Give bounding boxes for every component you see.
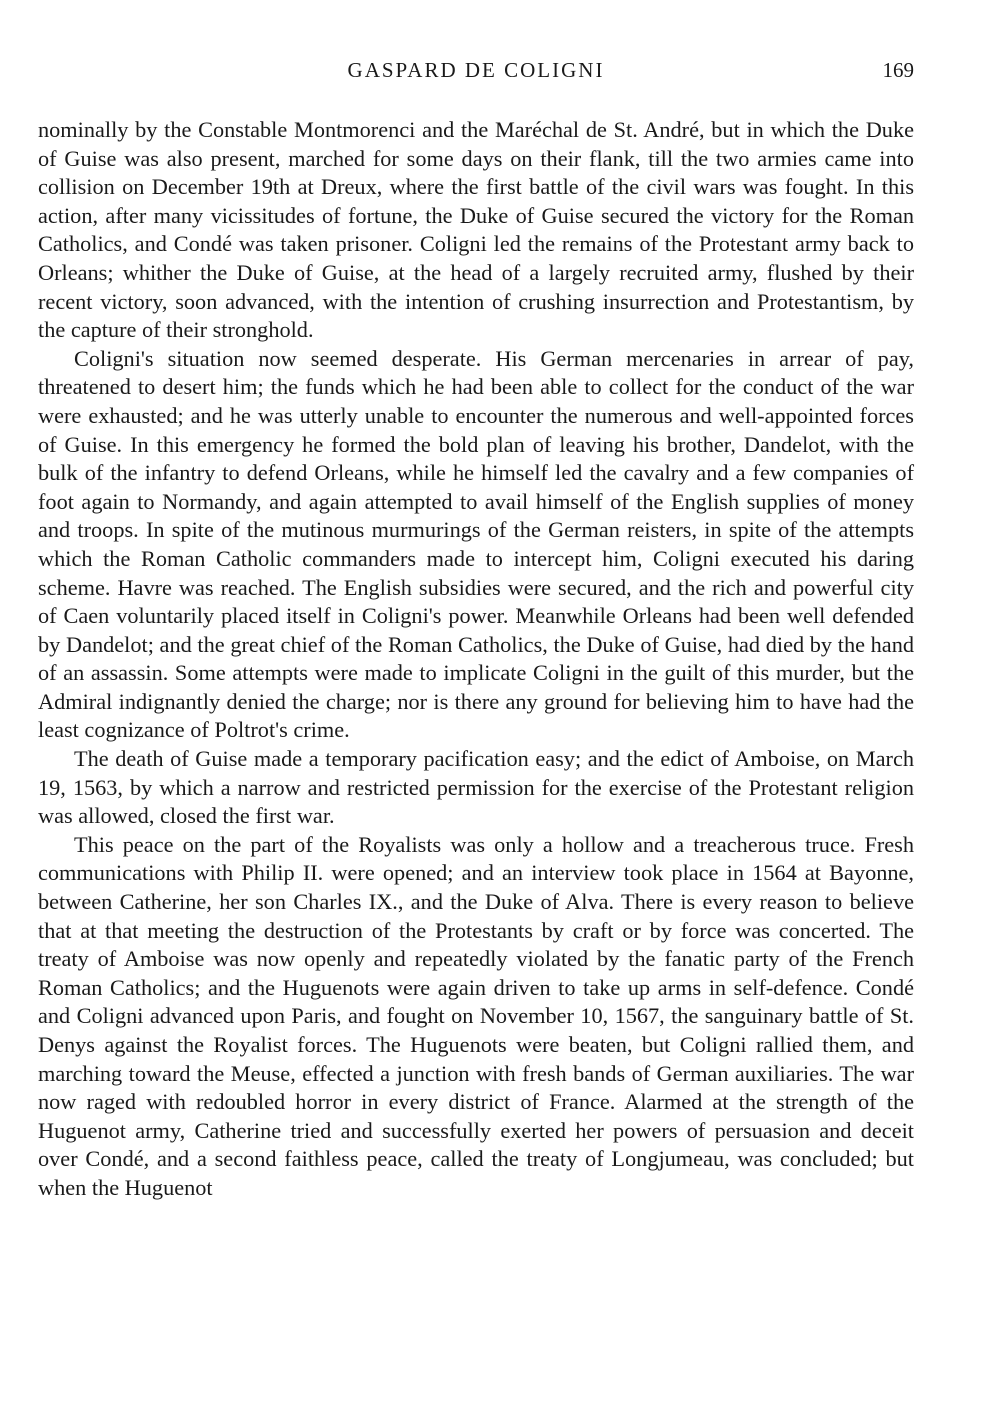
body-text (38, 116, 914, 1203)
running-title: GASPARD DE COLIGNI (347, 58, 605, 82)
paragraph: The death of Guise made a temporary pacification easy; and the edict of Amboise, on March 19, 1563, by which a narrow and restricted permission for the exercise of the Protestant religion was allowed, closed the first war. (38, 746, 914, 829)
running-head (38, 58, 914, 92)
page-number: 169 (882, 58, 914, 82)
paragraph-continued: nominally by the Constable Montmorenci and the Maréchal de St. André, but in which the Duke of Guise was also present, marched for some days on their flank, till the two armies came into collision on December 19th at Dreux, where the first battle of the civil wars was fought. In this action, after many vicissitudes of fortune, the Duke of Guise secured the victory for the Roman Catholics, and Condé was taken prisoner. Coligni led the remains of the Protestant army back to Orleans; whither the Duke of Guise, at the head of a largely recruited army, flushed by their recent victory, soon advanced, with the intention of crushing insurrection and Protestantism, by the capture of their stronghold. (38, 117, 914, 343)
paragraph: This peace on the part of the Royalists was only a hollow and a treacherous truce. Fresh communications with Philip II. were opened; and an interview took place in 1564 at Bayonne, between Catherine, her son Charles IX., and the Duke of Alva. There is every reason to believe that at that meeting the destruction of the Protestants by craft or by force was concerted. The treaty of Amboise was now openly and repeatedly violated by the fanatic party of the French Roman Catholics; and the Huguenots were again driven to take up arms in self-defence. Condé and Coligni advanced upon Paris, and fought on November 10, 1567, the sanguinary battle of St. Denys against the Royalist forces. The Huguenots were beaten, but Coligni rallied them, and marching toward the Meuse, effected a junction with fresh bands of German auxiliaries. The war now raged with redoubled horror in every district of France. Alarmed at the strength of the Huguenot army, Catherine tried and successfully exerted her powers of persuasion and deceit over Condé, and a second faithless peace, called the treaty of Longjumeau, was concluded; but when the Huguenot (38, 831, 914, 1200)
paragraph: Coligni's situation now seemed desperate. His German mercenaries in arrear of pay, threatened to desert him; the funds which he had been able to collect for the conduct of the war were exhausted; and he was utterly unable to encounter the numerous and well-appointed forces of Guise. In this emergency he formed the bold plan of leaving his brother, Dandelot, with the bulk of the infantry to defend Orleans, while he himself led the cavalry and a few companies of foot again to Normandy, and again attempted to avail himself of the English supplies of money and troops. In spite of the mutinous murmurings of the German reisters, in spite of the attempts which the Roman Catholic commanders made to intercept him, Coligni executed his daring scheme. Havre was reached. The English subsidies were secured, and the rich and powerful city of Caen voluntarily placed itself in Coligni's power. Meanwhile Orleans had been well defended by Dandelot; and the great chief of the Roman Catholics, the Duke of Guise, had died by the hand of an assassin. Some attempts were made to implicate Coligni in the guilt of this murder, but the Admiral indignantly denied the charge; nor is there any ground for believing him to have had the least cognizance of Poltrot's crime. (38, 345, 914, 743)
book-page (38, 58, 914, 1203)
